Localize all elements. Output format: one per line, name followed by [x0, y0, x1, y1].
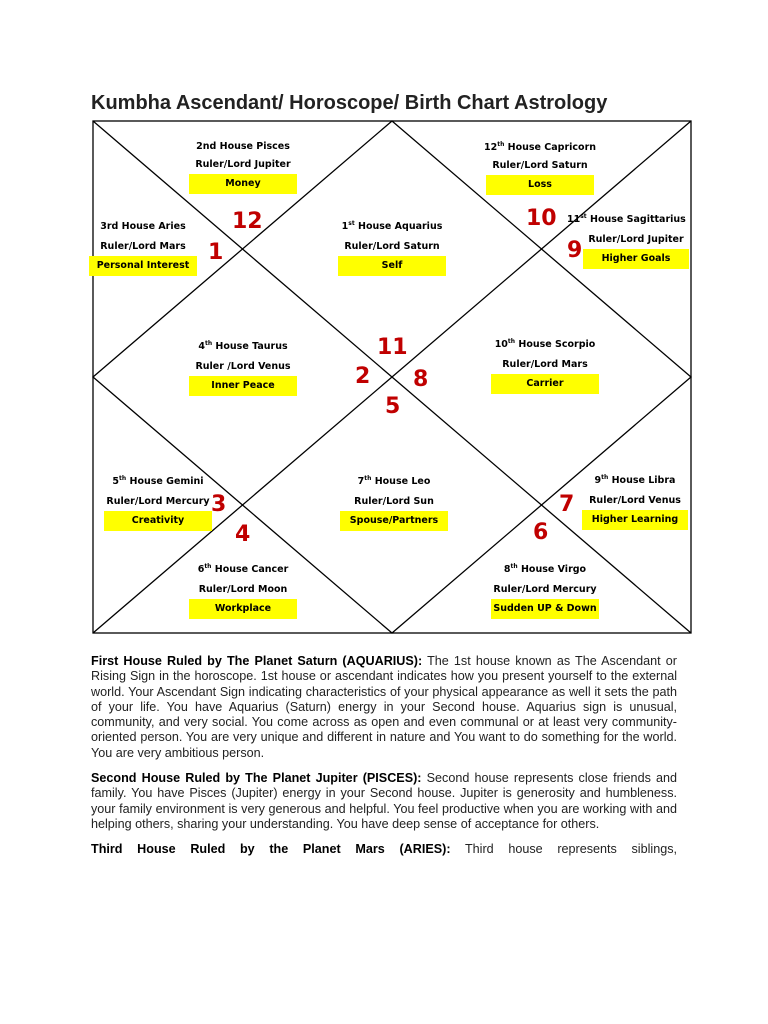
house-10: 10th House Scorpio Ruler/Lord Mars Carrier [450, 339, 640, 394]
sign-number-1: 1 [208, 240, 224, 265]
paragraph-third-house: Third House Ruled by the Planet Mars (ARIES): Third house represents siblings, [91, 842, 678, 857]
house-8: 8th House Virgo Ruler/Lord Mercury Sudden UP & Down [450, 564, 640, 619]
house-5: 5th House Gemini Ruler/Lord Mercury Creativity [63, 476, 253, 531]
sign-number-6: 6 [533, 520, 549, 545]
house-6-label: Workplace [189, 599, 297, 619]
sign-number-4: 4 [235, 522, 251, 547]
sign-number-7: 7 [559, 492, 575, 517]
house-3-label: Personal Interest [89, 256, 197, 276]
house-10-label: Carrier [491, 374, 599, 394]
house-4: 4th House Taurus Ruler /Lord Venus Inner Peace [148, 341, 338, 396]
sign-number-2: 2 [355, 364, 371, 389]
paragraph-first-house: First House Ruled by The Planet Saturn (AQUARIUS): The 1st house known as The Ascendant or Rising Sign in the horoscope. 1st house or ascendant indicates how you present yourself to the external world. Your Ascendant Sign indicating characteristics of your physical appearance as well it sets the path of your life. You have Aquarius (Saturn) energy in your Second house. Aquarius sign is unusual, community, and very social. You come across as open and even communal or at least very community-oriented person. You are very unique and different in nature and You want to do something for the world. You are very ambitious person. [91, 654, 677, 760]
sign-number-9: 9 [567, 238, 583, 263]
paragraph-second-house: Second House Ruled by The Planet Jupiter (PISCES): Second house represents close friends and family. You have Pisces (Jupiter) energy in your Second house. Jupiter is generosity and humbleness. your family environment is very generous and helpful. You feel productive when you are working with and helping others, sharing your understanding. You have deep sense of acceptance for others. [91, 771, 678, 831]
house-7-label: Spouse/Partners [340, 511, 448, 531]
house-2-label: Money [189, 174, 297, 194]
house-11: 11st House Sagittarius Ruler/Lord Jupiter Higher Goals [537, 214, 727, 269]
house-12-label: Loss [486, 175, 594, 195]
house-9: 9th House Libra Ruler/Lord Venus Higher Learning [540, 475, 730, 530]
sign-number-5: 5 [385, 394, 401, 419]
house-3: 3rd House Aries Ruler/Lord Mars Personal Interest [48, 221, 238, 276]
house-11-label: Higher Goals [583, 249, 689, 269]
house-2: 2nd House Pisces Ruler/Lord Jupiter Money [148, 141, 338, 194]
sign-number-11: 11 [377, 335, 408, 360]
sign-number-12: 12 [232, 209, 263, 234]
house-7: 7th House Leo Ruler/Lord Sun Spouse/Partners [299, 476, 489, 531]
article-body [91, 654, 677, 868]
sign-number-3: 3 [211, 492, 227, 517]
house-9-label: Higher Learning [582, 510, 688, 530]
sign-number-10: 10 [526, 206, 557, 231]
sign-number-8: 8 [413, 367, 429, 392]
house-1-label: Self [338, 256, 446, 276]
house-5-label: Creativity [104, 511, 212, 531]
house-6: 6th House Cancer Ruler/Lord Moon Workplace [148, 564, 338, 619]
house-4-label: Inner Peace [189, 376, 297, 396]
house-8-label: Sudden UP & Down [491, 599, 599, 619]
house-1: 1st House Aquarius Ruler/Lord Saturn Self [297, 221, 487, 276]
page-title: Kumbha Ascendant/ Horoscope/ Birth Chart Astrology [91, 92, 608, 114]
house-12: 12th House Capricorn Ruler/Lord Saturn Loss [445, 142, 635, 195]
